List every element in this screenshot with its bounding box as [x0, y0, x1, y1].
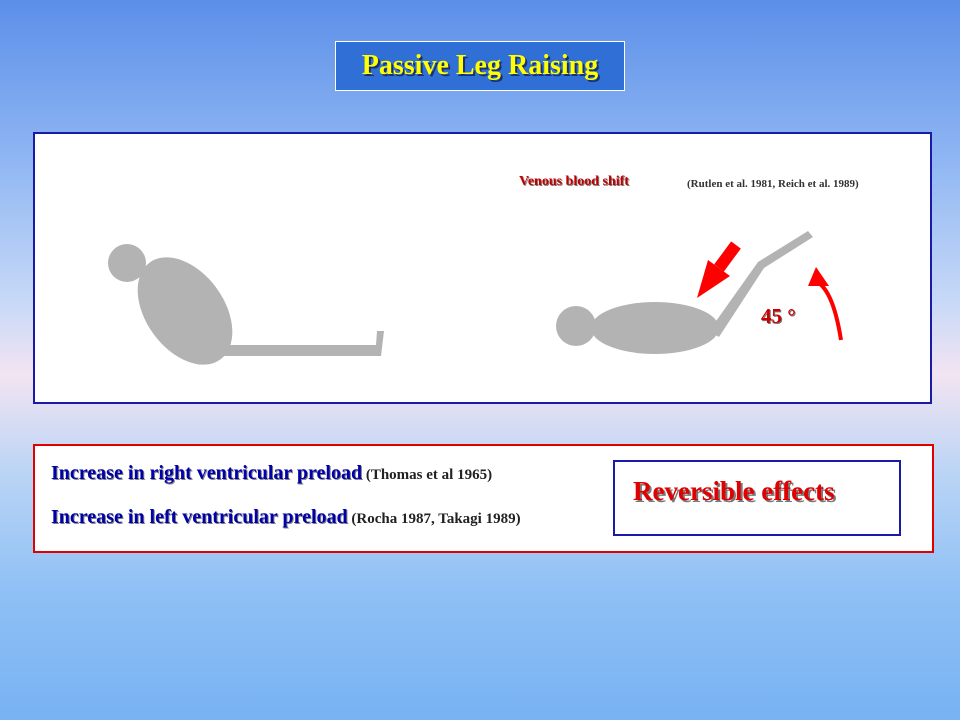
right-preload-reference: (Thomas et al 1965)	[362, 467, 493, 483]
left-preload-reference: (Rocha 1987, Takagi 1989)	[347, 511, 521, 527]
reversible-effects-box	[613, 460, 901, 536]
right-preload-text: Increase in right ventricular preload	[51, 462, 363, 484]
angle-label: 45 °	[761, 304, 796, 328]
left-preload-line	[51, 506, 521, 529]
figure-panel	[33, 132, 932, 404]
leg-raised-head	[556, 306, 596, 346]
semi-recumbent-figure	[108, 240, 384, 383]
blood-shift-arrow	[697, 245, 736, 298]
page-title: Passive Leg Raising	[361, 50, 599, 81]
semi-recumbent-legs	[223, 331, 384, 356]
angle-curved-arrow	[808, 267, 841, 340]
right-preload-line	[51, 462, 492, 485]
venous-blood-shift-label: Venous blood shift	[519, 174, 629, 189]
effects-panel	[33, 444, 934, 553]
venous-blood-shift-reference: (Rutlen et al. 1981, Reich et al. 1989)	[687, 178, 859, 190]
leg-raised-figure	[556, 231, 813, 354]
illustration	[35, 134, 934, 406]
title-box	[335, 41, 625, 91]
leg-raised-torso	[591, 302, 719, 354]
left-preload-text: Increase in left ventricular preload	[51, 506, 348, 528]
reversible-effects-label: Reversible effects	[633, 476, 835, 506]
